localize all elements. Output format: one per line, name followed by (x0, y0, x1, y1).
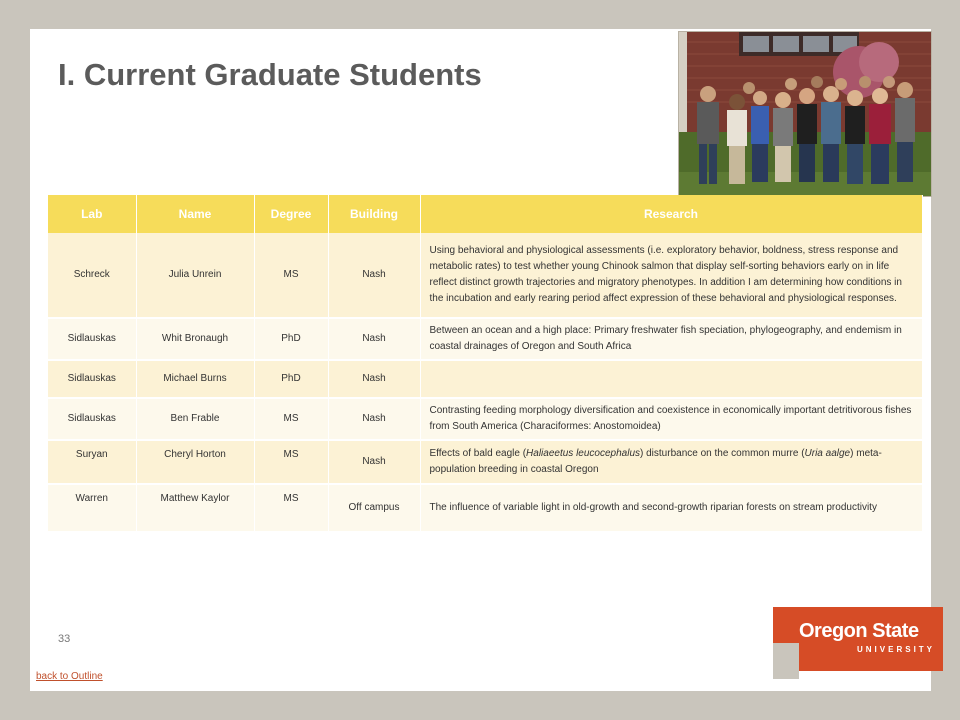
cell-name: Matthew Kaylor (136, 484, 254, 532)
cell-degree: PhD (254, 318, 328, 360)
cell-research (420, 360, 922, 398)
cell-lab: Sidlauskas (48, 318, 136, 360)
cell-building: Off campus (328, 484, 420, 532)
research-text: ) disturbance on the common murre ( (640, 448, 805, 459)
research-text: ) meta-population breeding in coastal Oregon (429, 448, 882, 475)
cell-lab: Sidlauskas (48, 398, 136, 440)
cell-lab: Suryan (48, 440, 136, 484)
header-building: Building (328, 195, 420, 233)
cell-degree: MS (254, 233, 328, 318)
cell-name: Cheryl Horton (136, 440, 254, 484)
logo-notch (773, 643, 799, 679)
species-name: Uria aalge (804, 448, 851, 459)
cell-research: Contrasting feeding morphology diversification and coexistence in economically important detritivorous fishes from South America (Characiformes: Anostomoidea) (420, 398, 922, 440)
cell-lab: Sidlauskas (48, 360, 136, 398)
cell-research (420, 440, 922, 484)
table-row (48, 484, 922, 532)
logo-subtitle: UNIVERSITY (857, 645, 936, 654)
cell-degree: PhD (254, 360, 328, 398)
cell-research: Between an ocean and a high place: Primary freshwater fish speciation, phylogeography, and endemism in coastal drainages of Oregon and South Africa (420, 318, 922, 360)
cell-degree: MS (254, 484, 328, 532)
table-row (48, 233, 922, 318)
cell-lab: Schreck (48, 233, 136, 318)
cell-degree: MS (254, 440, 328, 484)
table-row (48, 398, 922, 440)
table-row (48, 360, 922, 398)
research-text: Effects of bald eagle ( (429, 448, 527, 459)
header-lab: Lab (48, 195, 136, 233)
cell-name: Whit Bronaugh (136, 318, 254, 360)
oregon-state-logo (773, 607, 943, 679)
logo-name: Oregon State (799, 620, 919, 642)
table-header-row (48, 195, 922, 233)
cell-name: Ben Frable (136, 398, 254, 440)
group-photo (678, 31, 932, 197)
table-row (48, 318, 922, 360)
header-research: Research (420, 195, 922, 233)
cell-research: Using behavioral and physiological assessments (i.e. exploratory behavior, boldness, stress response and metabolic rates) to test whether young Chinook salmon that display self-sorting behaviors early on in life reflect distinct growth trajectories and migratory phenotypes. In addition I am determining how conditions in the incubation and early rearing period affect expression of these behavioral and physiological responses. (420, 233, 922, 318)
cell-building: Nash (328, 360, 420, 398)
species-name: Haliaeetus leucocephalus (526, 448, 641, 459)
cell-building: Nash (328, 233, 420, 318)
cell-degree: MS (254, 398, 328, 440)
cell-building: Nash (328, 440, 420, 484)
header-degree: Degree (254, 195, 328, 233)
cell-name: Michael Burns (136, 360, 254, 398)
table-row (48, 440, 922, 484)
slide (30, 29, 931, 691)
cell-lab: Warren (48, 484, 136, 532)
cell-building: Nash (328, 318, 420, 360)
students-table (48, 195, 923, 533)
cell-research: The influence of variable light in old-growth and second-growth riparian forests on stream productivity (420, 484, 922, 532)
page-number: 33 (58, 633, 71, 645)
cell-building: Nash (328, 398, 420, 440)
cell-name: Julia Unrein (136, 233, 254, 318)
back-to-outline-link[interactable]: back to Outline (36, 671, 103, 682)
slide-title: I. Current Graduate Students (58, 57, 482, 92)
header-name: Name (136, 195, 254, 233)
